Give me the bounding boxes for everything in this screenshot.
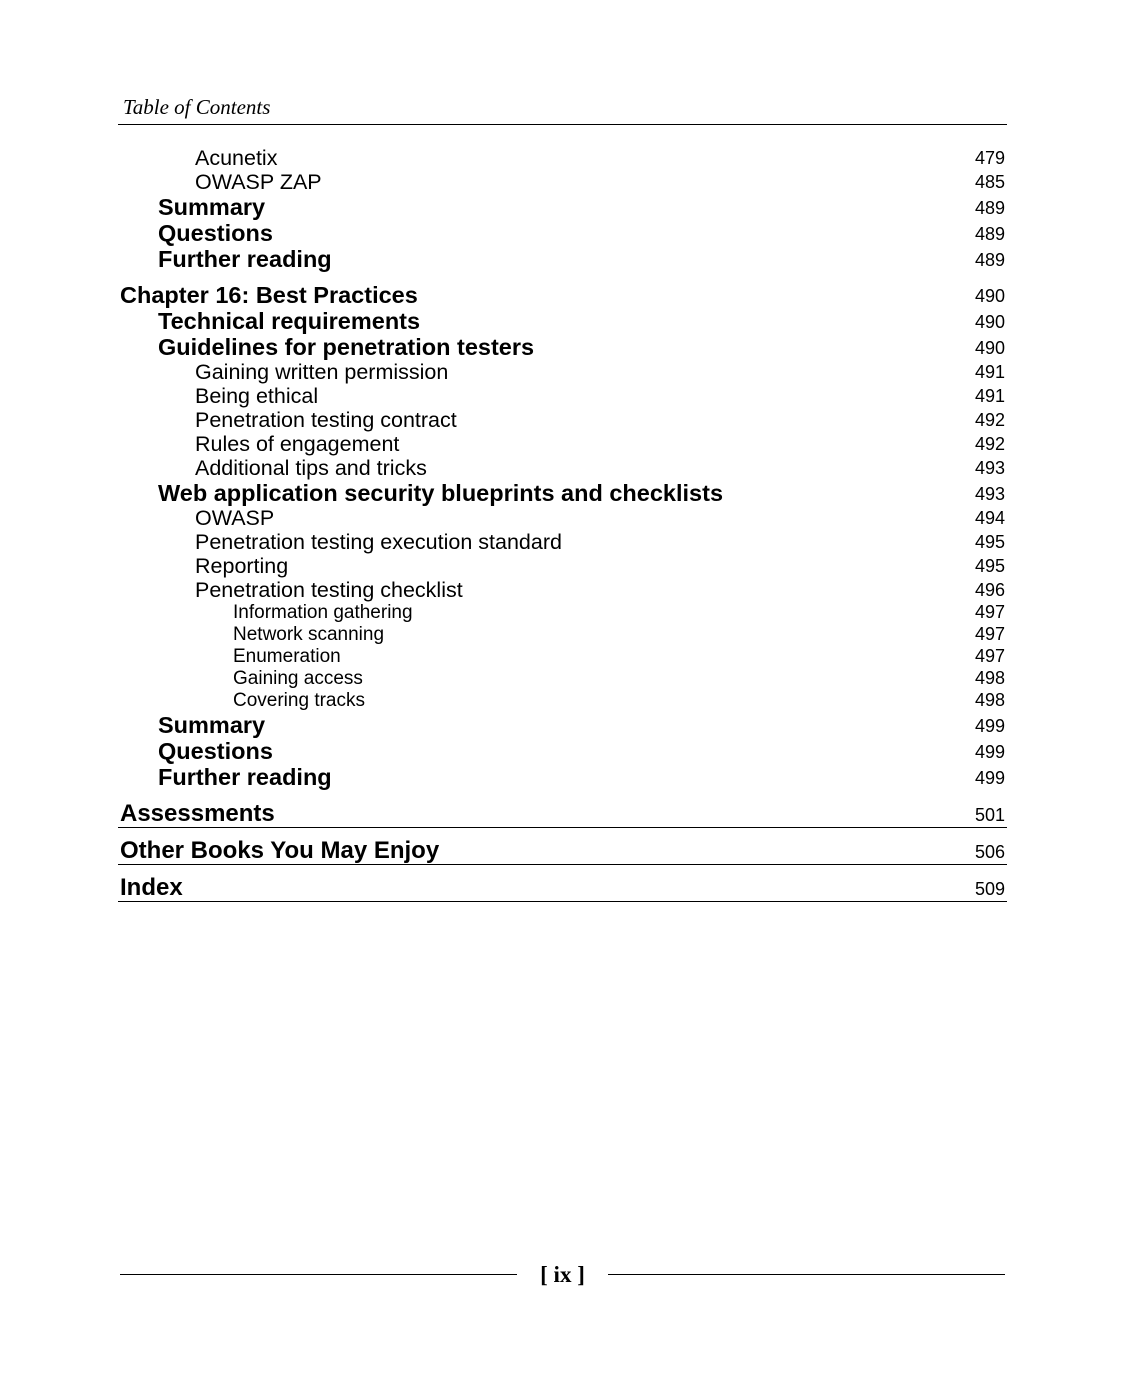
toc-entry[interactable] xyxy=(118,480,1007,506)
toc-part-entry[interactable] xyxy=(118,800,1007,828)
toc-entry-page: 498 xyxy=(974,690,1005,710)
toc-entry-page: 509 xyxy=(974,879,1005,899)
toc-entry-title: Reporting xyxy=(195,554,289,578)
toc-entry-page: 491 xyxy=(974,386,1005,406)
toc-entry-page: 492 xyxy=(974,434,1005,454)
toc-entry-page: 497 xyxy=(974,602,1005,622)
toc-entry[interactable] xyxy=(118,690,1007,712)
toc-entry-page: 506 xyxy=(974,842,1005,862)
toc-entry-page: 490 xyxy=(974,312,1005,332)
toc-entry[interactable] xyxy=(118,384,1007,408)
toc-entry-page: 499 xyxy=(974,768,1005,788)
toc-entry-page: 485 xyxy=(974,172,1005,192)
toc-entry[interactable] xyxy=(118,624,1007,646)
toc-entry-title: Questions xyxy=(158,220,273,246)
toc-entry-title: Gaining written permission xyxy=(195,360,449,384)
header-rule xyxy=(118,124,1007,125)
toc-entry-title: Technical requirements xyxy=(158,308,421,334)
toc-entry[interactable] xyxy=(118,506,1007,530)
toc-entry-page: 490 xyxy=(974,338,1005,358)
running-header-title: Table of Contents xyxy=(123,95,271,119)
toc-entry-title: Questions xyxy=(158,738,273,764)
toc-entry[interactable] xyxy=(118,530,1007,554)
page-number: [ ix ] xyxy=(540,1262,585,1287)
toc-entry-title: OWASP ZAP xyxy=(195,170,322,194)
toc-entry[interactable] xyxy=(118,308,1007,334)
toc-entry[interactable] xyxy=(118,764,1007,790)
toc-entry-title: Web application security blueprints and checklists xyxy=(158,480,724,506)
toc-entry-title: Information gathering xyxy=(233,602,413,624)
toc-entry[interactable] xyxy=(118,194,1007,220)
toc-entry[interactable] xyxy=(118,334,1007,360)
toc-entry[interactable] xyxy=(118,220,1007,246)
toc-chapter-entry[interactable] xyxy=(118,282,1007,308)
toc-entry-page: 499 xyxy=(974,742,1005,762)
toc-entry-title: OWASP xyxy=(195,506,275,530)
footer-rule-left xyxy=(120,1274,517,1275)
toc-entry-page: 499 xyxy=(974,716,1005,736)
toc-entry-page: 495 xyxy=(974,532,1005,552)
toc-entry-title: Covering tracks xyxy=(233,690,365,712)
toc-entry[interactable] xyxy=(118,170,1007,194)
toc-entry-page: 493 xyxy=(974,458,1005,478)
toc-entry-page: 493 xyxy=(974,484,1005,504)
toc-entry-page: 489 xyxy=(974,250,1005,270)
toc-entry[interactable] xyxy=(118,578,1007,602)
toc-part-entry[interactable] xyxy=(118,874,1007,902)
toc-entry[interactable] xyxy=(118,738,1007,764)
toc-entry-title: Penetration testing execution standard xyxy=(195,530,562,554)
toc-entry[interactable] xyxy=(118,554,1007,578)
toc-entry-page: 498 xyxy=(974,668,1005,688)
toc-entry-title: Additional tips and tricks xyxy=(195,456,427,480)
toc-entry-page: 496 xyxy=(974,580,1005,600)
toc-entry[interactable] xyxy=(118,712,1007,738)
toc-entry[interactable] xyxy=(118,646,1007,668)
toc-entry-title: Penetration testing checklist xyxy=(195,578,463,602)
toc-entry-title: Rules of engagement xyxy=(195,432,400,456)
toc-entry-title: Guidelines for penetration testers xyxy=(158,334,535,360)
toc-entry[interactable] xyxy=(118,408,1007,432)
toc-entry-page: 501 xyxy=(974,805,1005,825)
toc-entry-page: 495 xyxy=(974,556,1005,576)
toc-entry-page: 491 xyxy=(974,362,1005,382)
toc-entry-title: Chapter 16: Best Practices xyxy=(120,282,418,308)
toc-entry-title: Network scanning xyxy=(233,624,385,646)
toc-entry-page: 490 xyxy=(974,286,1005,306)
page-footer xyxy=(120,1262,1005,1290)
toc-entry[interactable] xyxy=(118,432,1007,456)
toc-entry-title: Summary xyxy=(158,712,266,738)
toc-entry-title: Further reading xyxy=(158,246,332,272)
toc-entry-page: 494 xyxy=(974,508,1005,528)
toc-entry-page: 492 xyxy=(974,410,1005,430)
toc-entry[interactable] xyxy=(118,668,1007,690)
toc-entry-title: Gaining access xyxy=(233,668,363,690)
toc-entry[interactable] xyxy=(118,146,1007,170)
toc-entry-page: 497 xyxy=(974,624,1005,644)
toc-entry-page: 489 xyxy=(974,224,1005,244)
toc-entry-title: Further reading xyxy=(158,764,332,790)
toc-entry-title: Acunetix xyxy=(195,146,278,170)
table-of-contents xyxy=(118,146,1007,902)
toc-entry[interactable] xyxy=(118,360,1007,384)
toc-entry-title: Assessments xyxy=(120,800,275,827)
toc-entry[interactable] xyxy=(118,246,1007,272)
toc-entry-title: Penetration testing contract xyxy=(195,408,457,432)
toc-entry-title: Enumeration xyxy=(233,646,341,668)
toc-entry-page: 489 xyxy=(974,198,1005,218)
toc-entry[interactable] xyxy=(118,456,1007,480)
toc-entry-title: Index xyxy=(120,874,183,901)
toc-entry-page: 497 xyxy=(974,646,1005,666)
toc-entry-title: Other Books You May Enjoy xyxy=(120,837,440,864)
toc-entry[interactable] xyxy=(118,602,1007,624)
footer-rule-right xyxy=(608,1274,1005,1275)
toc-entry-title: Being ethical xyxy=(195,384,319,408)
toc-part-entry[interactable] xyxy=(118,837,1007,865)
toc-entry-title: Summary xyxy=(158,194,266,220)
toc-entry-page: 479 xyxy=(974,148,1005,168)
